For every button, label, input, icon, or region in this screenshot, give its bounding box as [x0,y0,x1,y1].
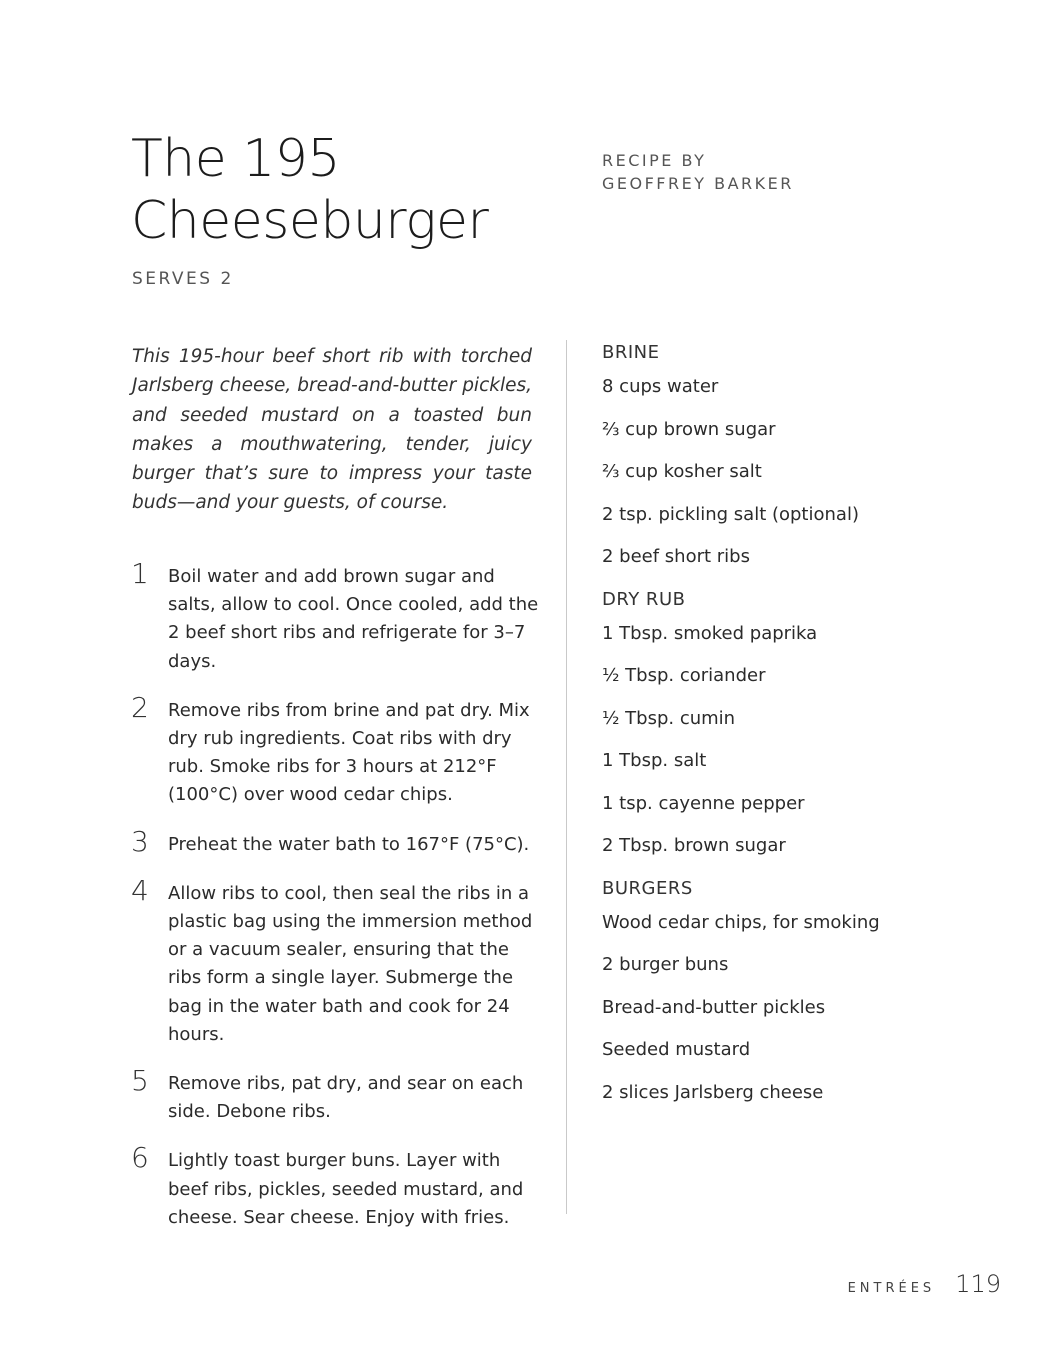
ingredient-item: 1 Tbsp. smoked paprika [602,622,818,644]
method-step [131,1064,541,1126]
ingredient-item: ⅔ cup kosher salt [602,461,762,482]
recipe-author: GEOFFREY BARKER [602,174,794,193]
step-number: 2 [131,690,149,724]
step-text: Remove ribs from brine and pat dry. Mix dry rub ingredients. Coat ribs with dry rub. Smoke ribs for 3 hours at 212°F (100°C) over wood cedar chips. [168,699,530,806]
ingredient-item: 1 tsp. cayenne pepper [602,792,805,814]
ingredient-item: Wood cedar chips, for smoking [602,911,880,933]
section-heading: DRY RUB [602,588,686,610]
ingredient-item: 2 tsp. pickling salt (optional) [602,503,859,525]
recipe-title-line-1: The 195 [131,129,340,189]
recipe-credit-label: RECIPE BY [602,151,707,170]
section-heading: BRINE [602,342,660,363]
ingredient-section-dry-rub [602,589,1022,858]
recipe-title [131,128,551,252]
section-heading: BURGERS [602,877,693,899]
column-divider [566,340,567,1214]
servings-label: SERVES 2 [132,269,234,289]
page-footer [848,1270,1001,1298]
ingredient-list [602,376,1022,568]
ingredient-list [602,623,1022,858]
ingredient-item: Bread-and-butter pickles [602,996,826,1018]
ingredient-item: ⅔ cup brown sugar [602,418,776,440]
ingredient-item: 1 Tbsp. salt [602,750,707,771]
ingredient-list [602,912,1022,1104]
ingredient-item: ½ Tbsp. coriander [602,665,766,686]
ingredient-item: 2 burger buns [602,954,729,975]
page-number: 119 [955,1270,1001,1298]
ingredient-section-burgers [602,878,1022,1104]
method-steps [131,557,541,1250]
recipe-title-line-2: Cheeseburger [131,191,489,251]
ingredient-item: Seeded mustard [602,1039,751,1060]
ingredient-section-brine [602,342,1022,568]
ingredient-item: ½ Tbsp. cumin [602,707,736,729]
method-step [131,690,541,810]
method-step [131,873,541,1049]
step-text: Allow ribs to cool, then seal the ribs in a plastic bag using the immersion method or a vacuum sealer, ensuring that the ribs form a single layer. Submerge the bag in the water bath and cook for 24 hours. [168,882,533,1045]
step-number: 3 [131,824,149,858]
ingredient-item: 2 Tbsp. brown sugar [602,835,786,856]
step-text: Preheat the water bath to 167°F (75°C). [168,833,530,855]
ingredient-item: 2 beef short ribs [602,546,750,567]
step-number: 1 [131,557,149,590]
step-text: Boil water and add brown sugar and salts, allow to cool. Once cooled, add the 2 beef short ribs and refrigerate for 3–7 days. [168,566,539,672]
method-step [131,1141,541,1232]
step-text: Remove ribs, pat dry, and sear on each side. Debone ribs. [168,1073,524,1123]
method-step [131,824,541,859]
recipe-credit [602,149,794,195]
step-text: Lightly toast burger buns. Layer with beef ribs, pickles, seeded mustard, and cheese. Sear cheese. Enjoy with fries. [168,1150,524,1228]
section-name: ENTRÉES [847,1281,936,1296]
ingredient-item: 8 cups water [602,376,719,397]
step-number: 4 [131,873,149,907]
ingredient-item: 2 slices Jarlsberg cheese [602,1081,824,1103]
ingredients-column [602,342,1022,1124]
step-number: 6 [131,1141,149,1175]
step-number: 5 [131,1064,149,1098]
recipe-intro: This 195-hour beef short rib with torched Jarlsberg cheese, bread-and-butter pickles, and seeded mustard on a toasted bun makes a mouthwatering, tender, juicy burger that’s sure to impress your taste buds—and your guests, of course. [132,346,532,514]
method-step [131,557,541,676]
